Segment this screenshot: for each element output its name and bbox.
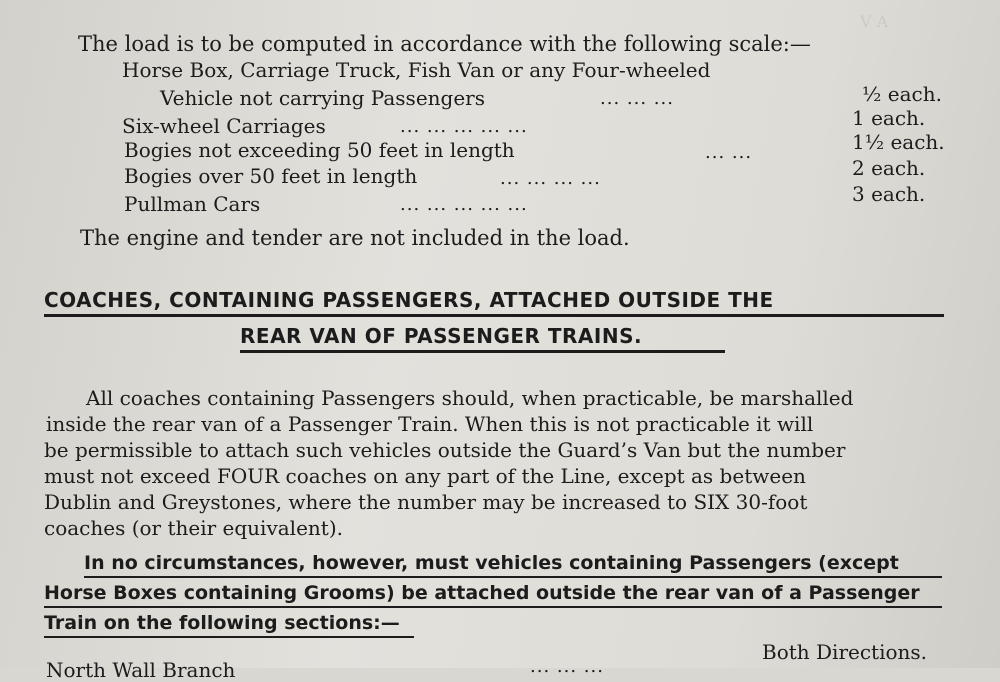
emphasis-line: Train on the following sections:— — [44, 612, 400, 634]
paragraph-line: All coaches containing Passengers should, when practicable, be marshalled — [86, 386, 854, 410]
leader-dots: ... ... ... ... ... — [400, 194, 528, 215]
scale-item-value: 2 each. — [852, 156, 926, 180]
emphasis-underline — [44, 606, 942, 608]
scale-item-label: Six-wheel Carriages — [122, 114, 326, 138]
emphasis-underline — [84, 576, 942, 578]
directions-label: Both Directions. — [762, 640, 928, 664]
leader-dots: ... ... ... — [600, 88, 674, 109]
paragraph-line: Dublin and Greystones, where the number may be increased to SIX 30-foot — [44, 490, 808, 514]
scale-item-label-continued: Vehicle not carrying Passengers — [160, 86, 485, 110]
bottom-partial-line: North Wall Branch — [46, 658, 236, 682]
leader-dots: ... ... ... — [530, 656, 604, 677]
emphasis-underline — [44, 636, 414, 638]
scale-item-value: 3 each. — [852, 182, 926, 206]
section-heading-line2: REAR VAN OF PASSENGER TRAINS. — [240, 324, 643, 348]
scale-item-value: 1 each. — [852, 106, 926, 130]
scale-item-value: ½ each. — [862, 82, 942, 106]
leader-dots: ... ... ... ... ... — [400, 116, 528, 137]
paragraph-line: be permissible to attach such vehicles outside the Guard’s Van but the number — [44, 438, 846, 462]
scale-intro: The load is to be computed in accordance with the following scale:— — [78, 32, 811, 56]
bleed-through-text: V A — [860, 12, 889, 31]
leader-dots: ... ... — [705, 142, 753, 163]
section-heading-line1: COACHES, CONTAINING PASSENGERS, ATTACHED OUTSIDE THE — [44, 288, 774, 312]
scale-item-label: Pullman Cars — [124, 192, 261, 216]
scale-item-label: Bogies not exceeding 50 feet in length — [124, 138, 515, 162]
scale-item-label: Horse Box, Carriage Truck, Fish Van or any Four-wheeled — [122, 58, 711, 82]
engine-note: The engine and tender are not included in the load. — [80, 226, 630, 250]
leader-dots: ... ... ... ... — [500, 168, 601, 189]
emphasis-line: In no circumstances, however, must vehicles containing Passengers (except — [84, 552, 899, 574]
heading-underline — [240, 350, 725, 353]
paragraph-line: must not exceed FOUR coaches on any part of the Line, except as between — [44, 464, 806, 488]
scale-item-label: Bogies over 50 feet in length — [124, 164, 418, 188]
scale-item-value: 1½ each. — [852, 130, 945, 154]
paragraph-line: inside the rear van of a Passenger Train. When this is not practicable it will — [46, 412, 814, 436]
emphasis-line: Horse Boxes containing Grooms) be attached outside the rear van of a Passenger — [44, 582, 920, 604]
paragraph-line: coaches (or their equivalent). — [44, 516, 343, 540]
heading-underline — [44, 314, 944, 317]
